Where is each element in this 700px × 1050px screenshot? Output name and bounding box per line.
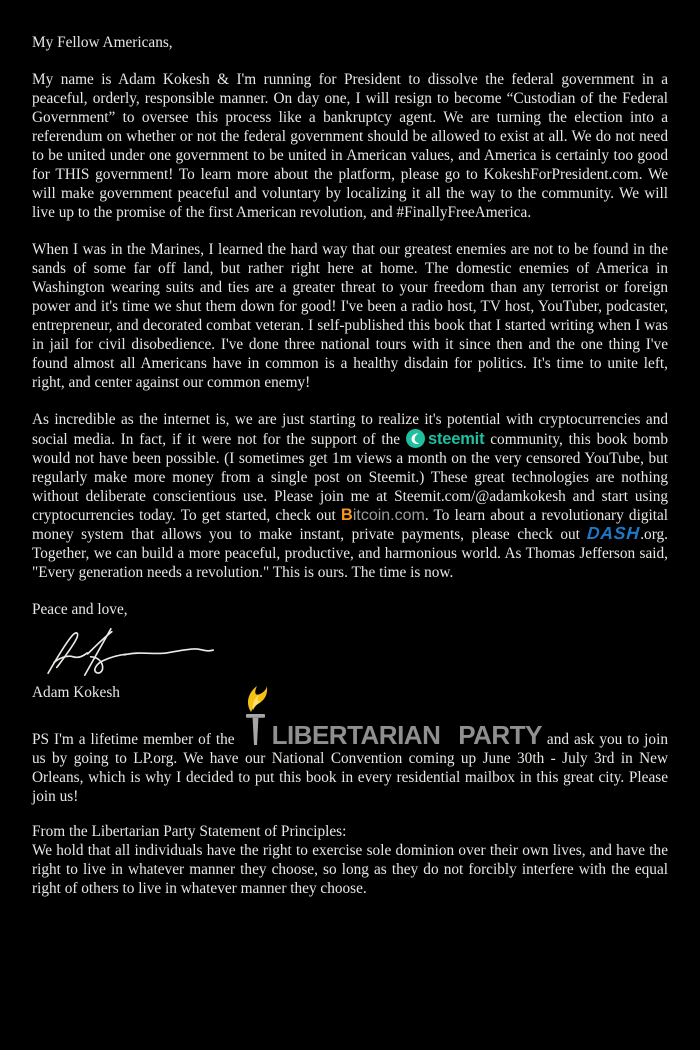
principles-heading: From the Libertarian Party Statement of Principles: xyxy=(32,823,347,840)
steemit-wordmark: steemit xyxy=(427,430,485,448)
steemit-icon xyxy=(406,429,425,448)
dash-wordmark: DASH xyxy=(586,523,641,543)
libertarian-party-wordmark: LIBERTARIAN PARTY xyxy=(271,720,542,750)
torch-icon xyxy=(244,730,268,744)
paragraph-intro: My name is Adam Kokesh & I'm running for President to dissolve the federal government in a peaceful, orderly, responsible manner. On day one, I will resign to become “Custodian of the Federal Government” to oversee this process like a bankruptcy agent. We are turning the election into a referendum on whether or not the federal government should be allowed to exist at all. We do not need to be united under one government to be united in American values, and America is certainly too good for THIS government! To learn more about the platform, please go to KokeshForPresident.com. We will make government peaceful and voluntary by localizing it all the way to the community. We will live up to the promise of the first American revolution, and #FinallyFreeAmerica. xyxy=(32,71,668,221)
signature-name: Adam Kokesh xyxy=(32,684,120,701)
bitcoin-wordmark: itcoin.com xyxy=(352,507,425,524)
paragraph-crypto xyxy=(32,410,668,582)
crypto-text-4: .org. Together, we can build a more peaceful, productive, and harmonious world. As Thomas Jefferson said, "Every generation needs a revolution." This is ours. The time is now. xyxy=(32,526,668,581)
bitcoin-logo xyxy=(341,507,425,524)
salutation: My Fellow Americans, xyxy=(32,34,173,51)
crypto-text-3: . To learn about a revolutionary digital money system that allows you to make instant, private payments, please check out xyxy=(32,507,669,543)
crypto-text-1: As incredible as the internet is, we are just starting to realize it's potential with cryptocurrencies and social media. In fact, if it were not for the support of the xyxy=(32,411,668,448)
ps-text-2: and ask you to join us by going to LP.org. We have our National Convention coming up June 30th - July 3rd in New Orleans, which is why I decided to put this book in every residential mailbox in this great city. Please join us! xyxy=(32,731,668,805)
paragraph-marines: When I was in the Marines, I learned the hard way that our greatest enemies are not to be found in the sands of some far off land, but rather right here at home. The domestic enemies of America in Washington wearing suits and ties are a greater threat to your freedom than any terrorist or foreign power and it's time we shut them down for good! I've been a radio host, TV host, YouTuber, podcaster, entrepreneur, and decorated combat veteran. I self-published this book that I started writing when I was in jail for civil disobedience. I've done three national tours with it since then and the one thing I've found almost all Americans have in common is a healthy disdain for politics. It's time to unite left, right, and center against our common enemy! xyxy=(32,241,668,391)
principles-body: We hold that all individuals have the right to exercise sole dominion over their own lives, and have the right to live in whatever manner they choose, so long as they do not forcibly interfere with the equal right of others to live in whatever manner they choose. xyxy=(32,842,668,897)
ps-text-1: PS I'm a lifetime member of the xyxy=(32,731,240,748)
bitcoin-b-icon: B xyxy=(340,506,353,524)
paragraph-ps xyxy=(32,720,668,806)
signature xyxy=(40,623,668,679)
crypto-text-2: community, this book bomb would not have been possible. (I sometimes get 1m views a month on the very censored YouTube, but regularly make more money from a single post on Steemit.) These great technologies are nothing without deliberate conscientious use. Please join me at Steemit.com/@adamkokesh and start using cryptocurrencies today. To get started, check out xyxy=(32,431,668,524)
closing: Peace and love, xyxy=(32,601,128,618)
